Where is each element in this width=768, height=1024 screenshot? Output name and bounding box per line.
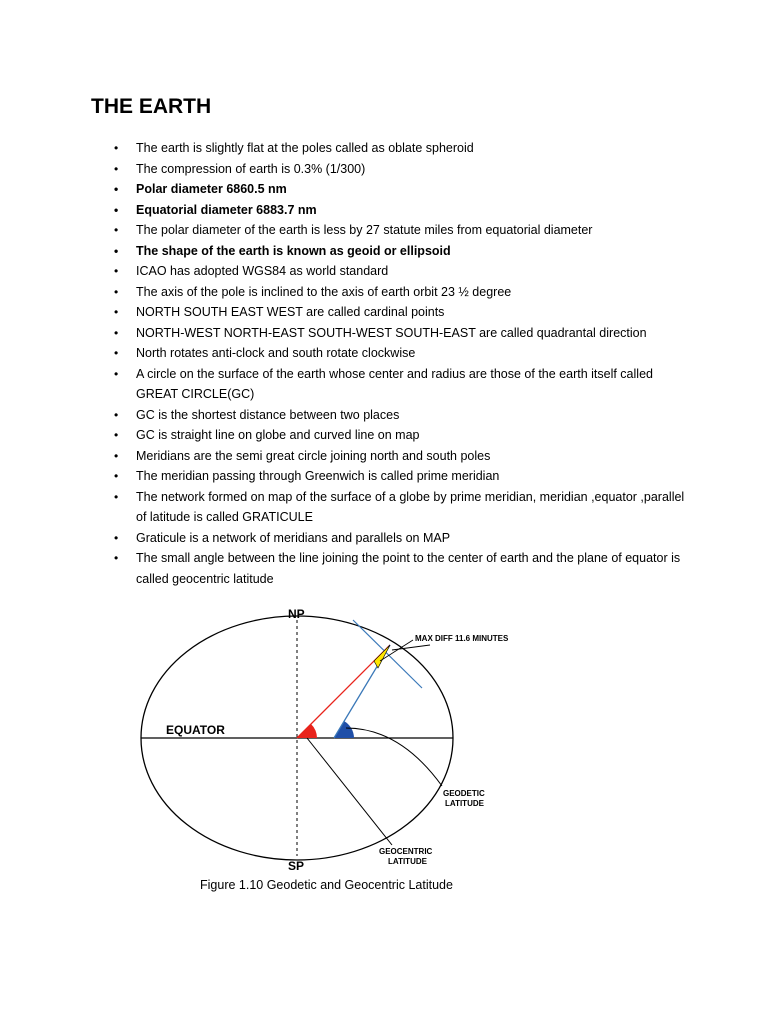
list-item: • Meridians are the semi great circle joining north and south poles bbox=[136, 446, 696, 467]
geodetic-pointer bbox=[346, 728, 442, 786]
equator-label: EQUATOR bbox=[166, 723, 225, 737]
north-pole-label: NP bbox=[288, 607, 305, 621]
latitude-figure bbox=[130, 598, 509, 908]
list-item: • NORTH-WEST NORTH-EAST SOUTH-WEST SOUTH-EAST are called quadrantal direction bbox=[136, 323, 696, 344]
list-item: • NORTH SOUTH EAST WEST are called cardinal points bbox=[136, 302, 696, 323]
geocentric-pointer bbox=[307, 738, 392, 845]
tangent-line bbox=[353, 620, 422, 688]
geodetic-label-line1: GEODETIC bbox=[443, 789, 485, 798]
list-item: • A circle on the surface of the earth whose center and radius are those of the earth itself called GREAT CIRCLE(GC) bbox=[136, 364, 696, 405]
list-item: • GC is the shortest distance between two places bbox=[136, 405, 696, 426]
list-item: • North rotates anti-clock and south rotate clockwise bbox=[136, 343, 696, 364]
list-item: • The earth is slightly flat at the poles called as oblate spheroid bbox=[136, 138, 696, 159]
list-item: • The shape of the earth is known as geoid or ellipsoid bbox=[136, 241, 696, 262]
list-item: • The axis of the pole is inclined to the axis of earth orbit 23 ½ degree bbox=[136, 282, 696, 303]
list-item: • Graticule is a network of meridians and parallels on MAP bbox=[136, 528, 696, 549]
list-item: • Equatorial diameter 6883.7 nm bbox=[136, 200, 696, 221]
max-diff-label: MAX DIFF 11.6 MINUTES bbox=[415, 634, 509, 643]
geodetic-label-line2: LATITUDE bbox=[445, 799, 484, 808]
south-pole-label: SP bbox=[288, 859, 305, 873]
geocentric-label-line1: GEOCENTRIC bbox=[379, 847, 433, 856]
list-item: • The small angle between the line joining the point to the center of earth and the plane of equator is called geocentric latitude bbox=[136, 548, 696, 589]
list-item: • The meridian passing through Greenwich is called prime meridian bbox=[136, 466, 696, 487]
max-diff-pointer-line bbox=[392, 645, 430, 650]
geodetic-angle-marker bbox=[334, 721, 354, 738]
geocentric-label-line2: LATITUDE bbox=[388, 857, 427, 866]
list-item: • The polar diameter of the earth is less by 27 statute miles from equatorial diameter bbox=[136, 220, 696, 241]
page-title: THE EARTH bbox=[91, 95, 212, 118]
bullet-list bbox=[136, 138, 696, 589]
figure-caption: Figure 1.10 Geodetic and Geocentric Latitude bbox=[200, 878, 453, 892]
latitude-diagram bbox=[130, 598, 509, 908]
list-item: • ICAO has adopted WGS84 as world standard bbox=[136, 261, 696, 282]
list-item: • The network formed on map of the surface of a globe by prime meridian, meridian ,equator ,parallel of latitude is called GRATICULE bbox=[136, 487, 696, 528]
list-item: • The compression of earth is 0.3% (1/300) bbox=[136, 159, 696, 180]
list-item: • GC is straight line on globe and curved line on map bbox=[136, 425, 696, 446]
list-item: • Polar diameter 6860.5 nm bbox=[136, 179, 696, 200]
